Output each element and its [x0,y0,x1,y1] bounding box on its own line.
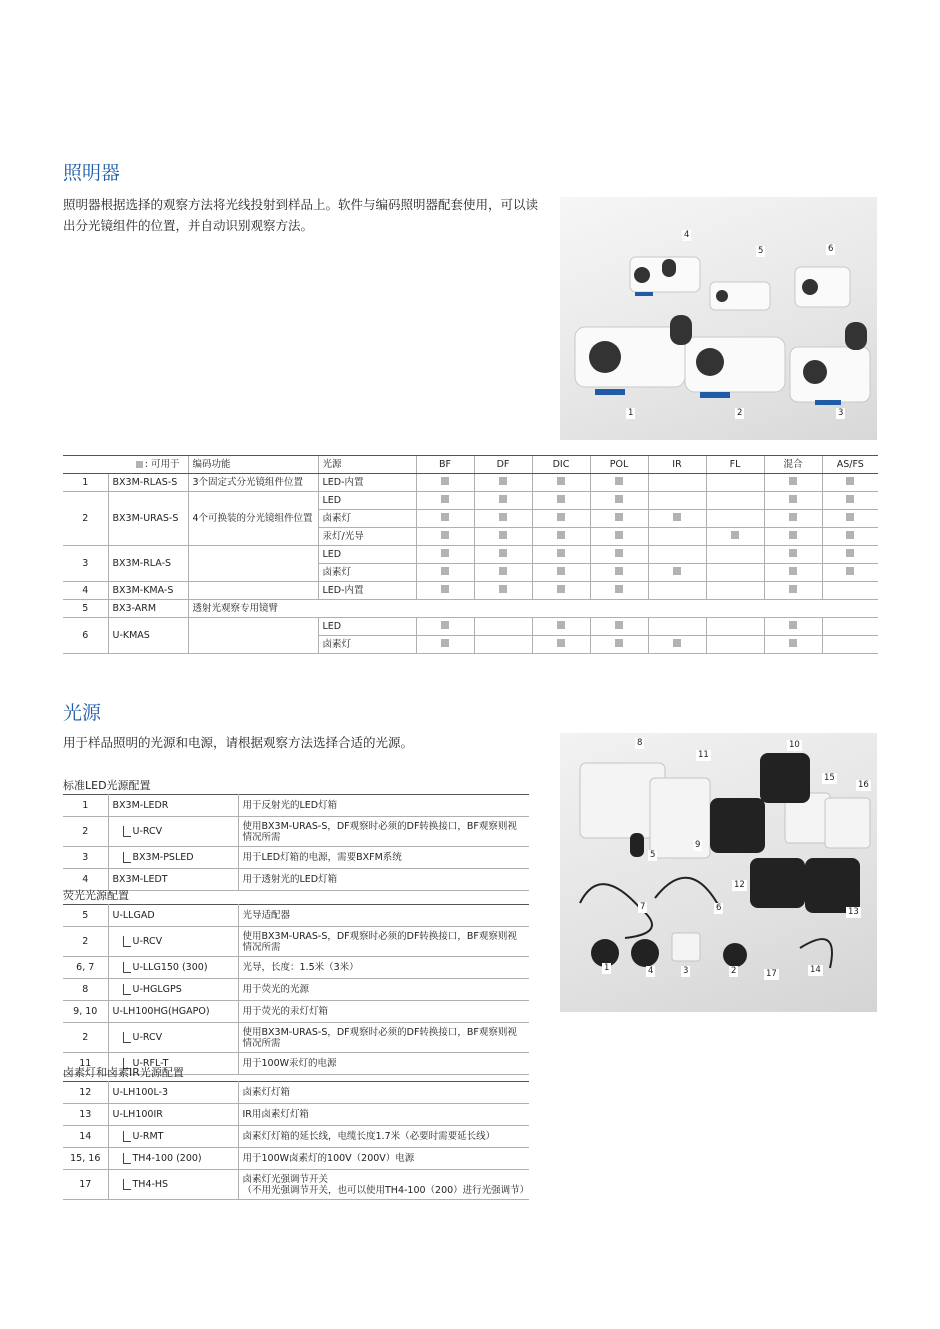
tree-branch-icon [123,1131,131,1142]
encoding-function: 4个可换装的分光镜组件位置 [188,492,318,546]
model-name: BX3-ARM [108,600,188,618]
photo-label: 2 [737,408,743,418]
item-number: 3 [63,847,108,869]
model-cell [108,1170,238,1200]
availability-cell [474,582,532,600]
model-name: BX3M-LEDR [112,799,169,811]
table-header-cell: DF [474,456,532,474]
item-number: 17 [63,1170,108,1200]
encoding-function [188,582,318,600]
availability-cell [706,492,764,510]
availability-cell [648,528,706,546]
photo-label: 9 [695,840,701,850]
available-square-icon [441,477,449,485]
available-square-icon [499,513,507,521]
availability-cell [590,636,648,654]
item-number: 8 [63,979,108,1001]
availability-cell [648,492,706,510]
description: 使用BX3M-URAS-S，DF观察时必须的DF转换接口，BF观察则视情况所需 [238,817,529,847]
availability-cell [474,546,532,564]
available-square-icon [441,639,449,647]
available-square-icon [615,567,623,575]
item-number: 5 [63,600,108,618]
availability-cell [532,564,590,582]
legend-text: : 可用于 [144,458,180,470]
availability-cell [474,636,532,654]
available-square-icon [441,495,449,503]
available-square-icon [557,513,565,521]
table-row [63,600,878,618]
model-name: BX3M-PSLED [132,851,194,863]
photo-label: 4 [684,230,690,240]
available-square-icon [615,621,623,629]
photo-label: 7 [640,902,646,912]
model-name: U-KMAS [108,618,188,654]
item-number: 5 [63,905,108,927]
availability-cell [532,582,590,600]
model-cell [108,1104,238,1126]
item-number: 1 [63,474,108,492]
description: 卤素灯灯箱的延长线，电缆长度1.7米（必要时需要延长线） [238,1126,529,1148]
photo-label: 2 [731,966,737,976]
available-square-icon [615,639,623,647]
availability-cell [416,474,474,492]
model-cell [108,1082,238,1104]
description: 使用BX3M-URAS-S，DF观察时必须的DF转换接口，BF观察则视情况所需 [238,927,529,957]
description: 用于透射光的LED灯箱 [238,869,529,891]
available-square-icon [789,621,797,629]
availability-cell [822,546,878,564]
available-square-icon [499,531,507,539]
available-square-icon [846,495,854,503]
available-square-icon [846,549,854,557]
available-square-icon [499,495,507,503]
photo-label: 1 [628,408,634,418]
availability-cell [822,492,878,510]
available-square-icon [499,567,507,575]
available-square-icon [789,477,797,485]
availability-cell [822,582,878,600]
availability-cell [416,636,474,654]
photo-label: 5 [758,246,764,256]
available-square-icon [441,621,449,629]
availability-cell [590,564,648,582]
model-cell [108,957,238,979]
model-cell [108,847,238,869]
model-name: U-LH100IR [112,1108,163,1120]
availability-cell [416,492,474,510]
availability-cell [532,618,590,636]
item-number: 13 [63,1104,108,1126]
table-row [63,618,878,636]
availability-cell [706,528,764,546]
availability-cell [706,582,764,600]
availability-cell [764,546,822,564]
availability-cell [706,474,764,492]
description: 用于100W汞灯的电源 [238,1053,529,1075]
availability-cell [764,582,822,600]
availability-cell [416,564,474,582]
model-cell [108,1001,238,1023]
table-row [63,474,878,492]
availability-cell [416,528,474,546]
available-square-icon [615,531,623,539]
available-square-icon [789,495,797,503]
available-square-icon [846,513,854,521]
model-name: TH4-HS [132,1178,169,1190]
photo-label: 3 [838,408,844,418]
model-name: U-LLGAD [112,909,155,921]
available-square-icon [615,585,623,593]
table-header-cell: FL [706,456,764,474]
description: 用于荧光的汞灯灯箱 [238,1001,529,1023]
item-number: 1 [63,795,108,817]
availability-cell [648,636,706,654]
table-row [63,869,529,891]
config-group-title: 标准LED光源配置 [63,779,151,792]
available-square-icon [441,567,449,575]
photo-label: 11 [698,750,709,760]
light-source: 卤素灯 [318,564,416,582]
section-title-illuminator: 照明器 [63,162,121,184]
photo-label: 15 [824,773,835,783]
table-header-row [63,456,878,474]
available-square-icon [557,621,565,629]
table-header-cell [63,456,188,474]
item-number: 4 [63,869,108,891]
table-row [63,1001,529,1023]
illuminator-table [63,455,878,654]
tree-branch-icon [123,1153,131,1164]
photo-label: 14 [810,965,821,975]
model-cell [108,927,238,957]
light-source: LED-内置 [318,582,416,600]
item-number: 9, 10 [63,1001,108,1023]
description: 使用BX3M-URAS-S，DF观察时必须的DF转换接口，BF观察则视情况所需 [238,1023,529,1053]
availability-cell [764,528,822,546]
availability-cell [648,618,706,636]
photo-label: 6 [716,903,722,913]
item-number: 3 [63,546,108,582]
config-table [63,1081,529,1200]
availability-cell [706,564,764,582]
light-source: LED [318,546,416,564]
tree-branch-icon [123,852,131,863]
tree-branch-icon [123,936,131,947]
table-row [63,847,529,869]
light-source: LED [318,618,416,636]
availability-cell [648,546,706,564]
availability-cell [474,492,532,510]
light-source: 卤素灯 [318,510,416,528]
photo-label: 6 [828,244,834,254]
table-row [63,546,878,564]
availability-cell [532,636,590,654]
photo-label: 4 [648,966,654,976]
config-table [63,904,529,1075]
table-row [63,1023,529,1053]
item-number: 2 [63,927,108,957]
photo-label: 10 [789,740,800,750]
available-square-icon [557,639,565,647]
item-number: 2 [63,817,108,847]
availability-cell [648,582,706,600]
availability-cell [474,474,532,492]
table-row [63,492,878,510]
description: IR用卤素灯灯箱 [238,1104,529,1126]
availability-cell [764,564,822,582]
tree-branch-icon [123,826,131,837]
item-number: 2 [63,492,108,546]
available-square-icon [789,549,797,557]
model-name: U-RCV [132,935,163,947]
section-intro-light-source: 用于样品照明的光源和电源，请根据观察方法选择合适的光源。 [63,735,414,750]
model-name: U-RMT [132,1130,164,1142]
model-name: U-RCV [132,825,163,837]
available-square-icon [789,639,797,647]
model-name: TH4-100 (200) [132,1152,202,1164]
available-square-icon [557,567,565,575]
availability-cell [532,510,590,528]
table-row [63,1082,529,1104]
table-row [63,582,878,600]
available-square-icon [789,585,797,593]
availability-cell [648,510,706,528]
availability-cell [590,528,648,546]
availability-cell [590,618,648,636]
item-number: 6, 7 [63,957,108,979]
item-number: 14 [63,1126,108,1148]
table-header-cell: 光源 [318,456,416,474]
model-cell [108,817,238,847]
availability-cell [648,564,706,582]
availability-cell [590,546,648,564]
availability-cell [822,636,878,654]
available-square-icon [789,513,797,521]
availability-cell [822,528,878,546]
available-square-icon [731,531,739,539]
available-square-icon [673,567,681,575]
available-square-icon [846,477,854,485]
photo-label: 1 [604,963,610,973]
availability-cell [532,474,590,492]
description: 用于荧光的光源 [238,979,529,1001]
availability-cell [706,510,764,528]
availability-cell [822,564,878,582]
table-row [63,957,529,979]
available-square-icon [499,477,507,485]
photo-label: 8 [637,738,643,748]
photo-label: 13 [848,907,859,917]
model-name: U-RCV [132,1031,163,1043]
available-square-icon [673,513,681,521]
table-header-cell: 混合 [764,456,822,474]
availability-cell [474,618,532,636]
item-number: 15, 16 [63,1148,108,1170]
item-number: 12 [63,1082,108,1104]
tree-branch-icon [123,962,131,973]
light-source: LED [318,492,416,510]
availability-cell [822,510,878,528]
availability-cell [706,546,764,564]
table-header-cell: POL [590,456,648,474]
availability-cell [590,510,648,528]
illuminator-photo [560,197,877,440]
availability-cell [474,528,532,546]
model-name: BX3M-LEDT [112,873,168,885]
model-name: BX3M-RLAS-S [108,474,188,492]
model-name: U-LLG150 (300) [132,961,208,973]
available-square-icon [557,495,565,503]
light-source: 卤素灯 [318,636,416,654]
description: 用于100W卤素灯的100V（200V）电源 [238,1148,529,1170]
table-header-cell: BF [416,456,474,474]
legend-square-icon [136,461,143,468]
available-square-icon [615,549,623,557]
model-cell [108,979,238,1001]
table-row [63,1170,529,1200]
light-source: LED-内置 [318,474,416,492]
available-square-icon [557,531,565,539]
availability-cell [532,492,590,510]
table-header-cell: 编码功能 [188,456,318,474]
item-number: 6 [63,618,108,654]
table-row [63,1148,529,1170]
item-number: 4 [63,582,108,600]
available-square-icon [441,549,449,557]
table-row [63,817,529,847]
model-name: BX3M-KMA-S [108,582,188,600]
available-square-icon [557,477,565,485]
model-name: U-RFL-T [132,1057,169,1069]
availability-cell [764,492,822,510]
availability-cell [532,528,590,546]
item-number: 2 [63,1023,108,1053]
table-header-cell: IR [648,456,706,474]
model-cell [108,1148,238,1170]
section-title-light-source: 光源 [63,702,102,724]
availability-cell [590,474,648,492]
availability-cell [416,582,474,600]
table-row [63,979,529,1001]
table-row [63,927,529,957]
description: 光导，长度：1.5米（3米） [238,957,529,979]
available-square-icon [499,549,507,557]
config-group-title: 荧光光源配置 [63,889,129,902]
table-header-cell: DIC [532,456,590,474]
model-cell [108,905,238,927]
available-square-icon [789,567,797,575]
tree-branch-icon [123,1032,131,1043]
available-square-icon [789,531,797,539]
encoding-function [188,618,318,654]
section-intro-illuminator: 照明器根据选择的观察方法将光线投射到样品上。软件与编码照明器配套使用，可以读出分光镜组件的位置，并自动识别观察方法。 [63,197,539,233]
available-square-icon [441,513,449,521]
model-cell [108,795,238,817]
encoding-function: 3个固定式分光镜组件位置 [188,474,318,492]
light-source: 汞灯/光导 [318,528,416,546]
available-square-icon [615,513,623,521]
photo-label: 12 [734,880,745,890]
config-group-title: 卤素灯和卤素IR光源配置 [63,1066,184,1079]
availability-cell [706,618,764,636]
availability-cell [764,510,822,528]
table-row [63,795,529,817]
available-square-icon [615,477,623,485]
available-square-icon [846,567,854,575]
model-name: U-LH100HG(HGAPO) [112,1005,210,1017]
model-cell [108,1126,238,1148]
tree-branch-icon [123,984,131,995]
table-row [63,905,529,927]
description: 用于LED灯箱的电源，需要BXFM系统 [238,847,529,869]
encoding-function [188,546,318,582]
description: 卤素灯灯箱 [238,1082,529,1104]
table-row [63,1104,529,1126]
description: 卤素灯光强调节开关 （不用光强调节开关，也可以使用TH4-100（200）进行光强调节） [238,1170,529,1200]
available-square-icon [441,585,449,593]
photo-label: 5 [650,850,656,860]
model-name: BX3M-RLA-S [108,546,188,582]
available-square-icon [846,531,854,539]
availability-cell [764,636,822,654]
table-header-cell: AS/FS [822,456,878,474]
item-number: 11 [63,1053,108,1075]
availability-cell [416,618,474,636]
table-row [63,1126,529,1148]
availability-cell [764,474,822,492]
availability-cell [822,618,878,636]
availability-cell [416,546,474,564]
availability-cell [474,510,532,528]
description: 用于反射光的LED灯箱 [238,795,529,817]
config-table [63,794,529,891]
photo-label: 17 [766,969,777,979]
model-cell [108,1023,238,1053]
available-square-icon [557,585,565,593]
encoding-function: 透射光观察专用镜臂 [188,600,878,618]
model-name: U-LH100L-3 [112,1086,169,1098]
model-name: U-HGLGPS [132,983,182,995]
availability-cell [590,582,648,600]
light-source-photo [560,733,877,1012]
available-square-icon [499,585,507,593]
availability-cell [590,492,648,510]
availability-cell [532,546,590,564]
availability-cell [706,636,764,654]
available-square-icon [615,495,623,503]
photo-label: 16 [858,780,869,790]
availability-cell [822,474,878,492]
availability-cell [764,618,822,636]
availability-cell [474,564,532,582]
availability-cell [416,510,474,528]
availability-cell [648,474,706,492]
description: 光导适配器 [238,905,529,927]
available-square-icon [441,531,449,539]
available-square-icon [557,549,565,557]
photo-label: 3 [683,966,689,976]
illuminator-units-illustration [560,197,877,440]
available-square-icon [673,639,681,647]
tree-branch-icon [123,1179,131,1190]
model-name: BX3M-URAS-S [108,492,188,546]
